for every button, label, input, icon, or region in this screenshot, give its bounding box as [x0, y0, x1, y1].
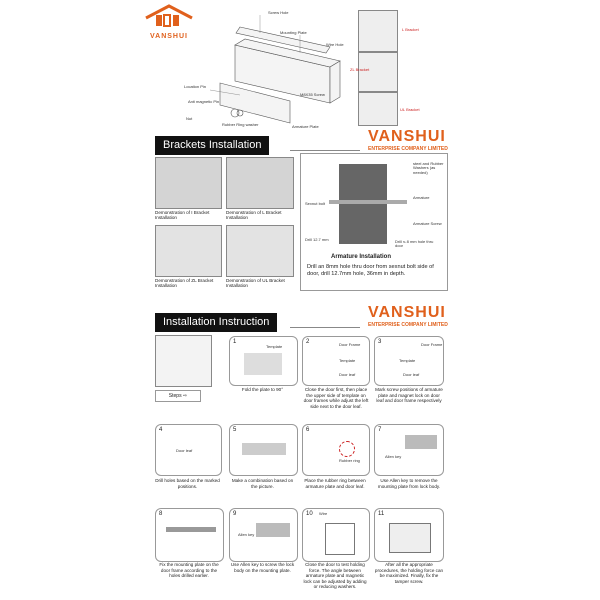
step-10-box: [302, 508, 370, 562]
step-4-box: [155, 424, 222, 476]
steps-label: Steps: [168, 393, 182, 399]
ul-bracket-drawing: [358, 92, 398, 126]
step-2-tag-3: Door leaf: [339, 372, 356, 377]
step-11-caption: After all the appropriate procedures, the holding force can be maximized. Finally, fix the tamper screw.: [374, 562, 444, 584]
brand-subtitle-2: ENTERPRISE COMPANY LIMITED: [368, 322, 448, 328]
ul-bracket-label: UL Bracket: [400, 107, 420, 112]
l-bracket-caption: Demonstration of L Bracket Installation: [226, 210, 282, 221]
exploded-diagram: [180, 5, 350, 135]
armature-install-title: Armature Installation: [331, 254, 392, 260]
step-3-box: [374, 336, 444, 386]
step-2-number: 2: [306, 339, 310, 345]
step-10-caption: Close the door to test holding force. The angle between armature plate and magnetic lock can be adjusted by adding or reducing washers.: [303, 562, 367, 589]
step-6-box: [302, 424, 370, 476]
brand-block-2: [368, 304, 448, 328]
step-3-number: 3: [378, 339, 382, 345]
step-7-caption: Use Allen key to remove the mounting plate from lock body.: [377, 478, 441, 489]
brand-name-1: VANSHUI: [368, 128, 446, 145]
steel-washers-label: steel and Rubber Washers (as needed): [413, 161, 444, 175]
armature-screw-label: Armature Screw: [413, 221, 442, 226]
label-wire-hole: Wire Hole: [326, 42, 344, 47]
l-bracket-drawing: [358, 10, 398, 52]
step-9-tag: Allen key: [238, 532, 255, 537]
step-11-drawing: [389, 523, 431, 553]
step-1-drawing: [244, 353, 282, 375]
step-3-tag-1: Template: [399, 358, 416, 363]
step-7-box: [374, 424, 444, 476]
step-2-caption: Close the door first, then place the upper side of template on door frames while adjust the left side next to the door leaf.: [303, 387, 369, 409]
step-2-tag-1: Door Frame: [339, 342, 361, 347]
step-3-tag-2: Door Frame: [421, 342, 443, 347]
step-6-caption: Place the rubber ring between armature plate and door leaf.: [304, 478, 366, 489]
drill-8-label: Drill ъ 8 mm hole thru door: [395, 239, 434, 249]
step-10-number: 10: [306, 511, 313, 517]
step-8-drawing: [166, 527, 216, 532]
armature-label: Armature: [413, 195, 430, 200]
step-9-number: 9: [233, 511, 237, 517]
step-6-number: 6: [306, 427, 310, 433]
ul-bracket-caption: Demonstration of UL Bracket Installation: [226, 278, 285, 289]
step-8-box: [155, 508, 224, 562]
step-1-caption: Fold the plate to 90°: [241, 387, 284, 392]
brand-name: VANSHUI: [150, 33, 188, 40]
step-10-tag: Wire: [319, 511, 328, 516]
step-8-number: 8: [159, 511, 163, 517]
step-5-number: 5: [233, 427, 237, 433]
step-3-tag-3: Door leaf: [403, 372, 420, 377]
step-2-box: [302, 336, 370, 386]
label-location-pin: Location Pin: [184, 84, 207, 89]
ul-bracket-photo: [226, 225, 294, 277]
step-4-tag: Door leaf: [176, 448, 193, 453]
step-3-caption: Mark screw positions of armature plate and magnet lock on door leaf and door frame respectively: [375, 387, 443, 403]
armature-install-text: Drill an 8mm hole thru door from sexnut bolt side of door, drill 12.7mm hole, 36mm in depth.: [307, 264, 434, 277]
door-overview-drawing: [155, 335, 212, 387]
label-rubber-ring-washer: Rubber Ring washer: [222, 122, 259, 127]
step-11-box: [374, 508, 444, 562]
zl-bracket-label: ZL Bracket: [350, 67, 370, 72]
label-armature-plate: Armature Plate: [292, 124, 319, 129]
step-7-tag: Allen key: [385, 454, 402, 459]
step-5-drawing: [242, 443, 286, 455]
step-2-tag-2: Template: [339, 358, 356, 363]
steps-arrow: Steps ⇨: [155, 390, 201, 402]
label-mounting-plate: Mounting Plate: [280, 30, 307, 35]
step-7-drawing: [405, 435, 437, 449]
step-1-number: 1: [233, 339, 237, 345]
brand-subtitle-1: ENTERPRISE COMPANY LIMITED: [368, 146, 448, 152]
install-section-rule: [290, 327, 360, 328]
step-4-number: 4: [159, 427, 163, 433]
brand-name-2: VANSHUI: [368, 304, 446, 321]
install-section-title: Installation Instruction: [155, 313, 277, 332]
label-anti-magnetic-pin: Anti magnetic Pin: [188, 99, 220, 104]
l-bracket-label: L Bracket: [402, 27, 419, 32]
maglock-exploded-drawing: [180, 5, 350, 135]
step-5-caption: Make a combination based on the picture.: [231, 478, 294, 489]
zl-bracket-caption: Demonstration of ZL Bracket Installation: [155, 278, 214, 289]
armature-install-box: [300, 153, 448, 291]
step-9-caption: Use Allen key to screw the lock body on the mounting plate.: [230, 562, 295, 573]
sexnut-bolt-label: Sexnut bolt: [305, 201, 326, 206]
brackets-section-rule: [290, 150, 360, 151]
label-m8x35-screw: M8X35 Screw: [300, 92, 325, 97]
drill-12-label: Drill 12.7 mm: [305, 237, 329, 242]
step-1-tag: Template: [266, 344, 283, 349]
label-nut: Nut: [186, 116, 193, 121]
step-9-box: [229, 508, 298, 562]
brand-block-1: [368, 128, 448, 152]
step-7-number: 7: [378, 427, 382, 433]
step-9-drawing: [256, 523, 290, 537]
step-10-drawing: [325, 523, 355, 555]
step-1-box: [229, 336, 298, 386]
label-screw-hole: Screw Hole: [268, 10, 289, 15]
i-bracket-caption: Demonstration of I Bracket Installation: [155, 210, 210, 221]
l-bracket-photo: [226, 157, 294, 209]
brackets-section-title: Brackets Installation: [155, 136, 269, 155]
step-8-caption: Fix the mounting plate on the door frame according to the holes drilled earlier.: [159, 562, 219, 578]
door-section-drawing: [339, 164, 387, 244]
step-4-caption: Drill holes based on the marked positions.: [155, 478, 220, 489]
step-5-box: [229, 424, 298, 476]
step-6-tag: Rubber ring: [339, 458, 360, 463]
rubber-ring-icon: [339, 441, 355, 457]
i-bracket-photo: [155, 157, 222, 209]
bolt-drawing: [329, 200, 407, 204]
step-11-number: 11: [378, 511, 385, 517]
zl-bracket-photo: [155, 225, 222, 277]
